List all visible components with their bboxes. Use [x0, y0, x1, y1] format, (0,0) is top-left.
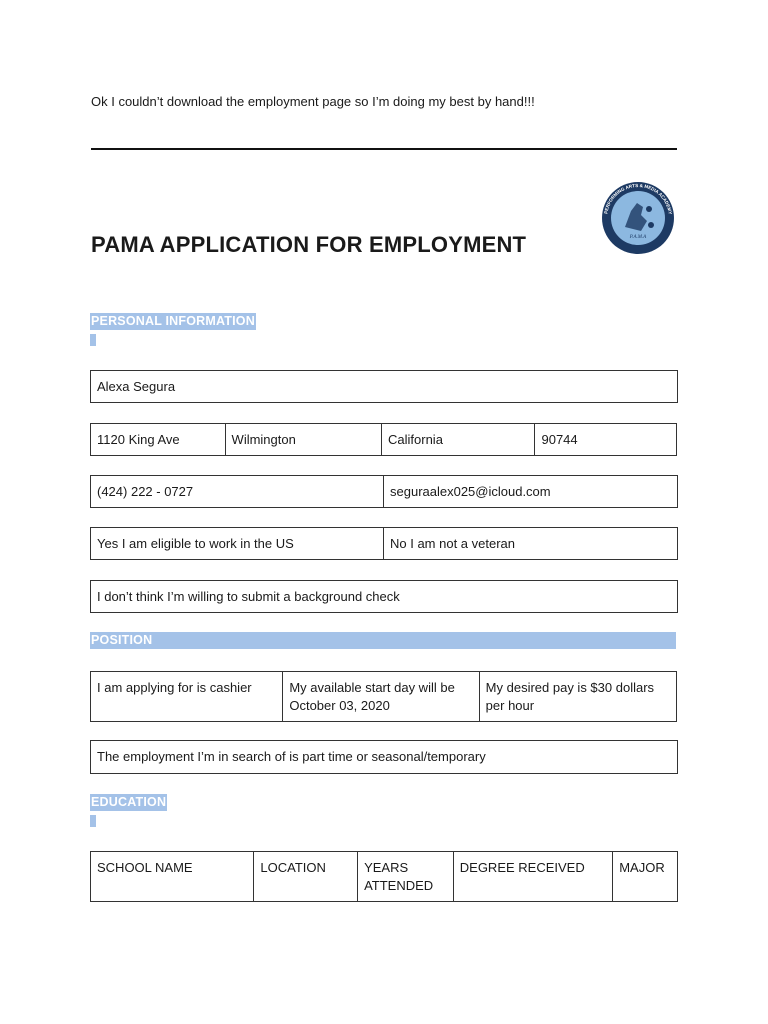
eligibility-row: [90, 527, 678, 560]
email-field[interactable]: seguraalex025@icloud.com: [390, 484, 551, 499]
employment-type-field[interactable]: [90, 740, 678, 774]
section-marker: [90, 815, 96, 827]
header-years-attended: YEARS ATTENDED: [358, 852, 454, 901]
state-field[interactable]: California: [382, 424, 535, 455]
section-personal-information: PERSONAL INFORMATION: [91, 314, 255, 328]
logo-ring-text: PERFORMING ARTS & MEDIA ACADEMY: [603, 182, 673, 215]
work-eligibility-field[interactable]: Yes I am eligible to work in the US: [91, 528, 384, 559]
name-value: Alexa Segura: [97, 379, 176, 394]
pama-logo: [601, 181, 675, 255]
logo-center-text: P.A.M.A: [629, 235, 647, 240]
zip-field[interactable]: 90744: [541, 432, 578, 447]
position-applying-field[interactable]: I am applying for is cashier: [91, 672, 283, 721]
section-position: POSITION: [90, 632, 676, 649]
section-marker: [90, 334, 96, 346]
phone-field[interactable]: (424) 222 - 0727: [91, 476, 384, 507]
header-location: LOCATION: [254, 852, 358, 901]
background-check-field[interactable]: [90, 580, 678, 613]
start-date-field[interactable]: My available start day will be October 03, 2020: [283, 672, 479, 721]
address-row: [90, 423, 677, 456]
name-field[interactable]: [90, 370, 678, 403]
handwritten-note: Ok I couldn’t download the employment page so I’m doing my best by hand!!!: [91, 94, 535, 109]
section-education: EDUCATION: [91, 795, 167, 809]
horizontal-rule: [91, 148, 677, 150]
background-check-value: I don’t think I’m willing to submit a background check: [97, 589, 400, 604]
contact-row: [90, 475, 678, 508]
header-school-name: SCHOOL NAME: [91, 852, 254, 901]
header-degree-received: DEGREE RECEIVED: [454, 852, 613, 901]
desired-pay-field[interactable]: My desired pay is $30 dollars per hour: [485, 680, 655, 713]
position-row: [90, 671, 677, 722]
veteran-status-field[interactable]: No I am not a veteran: [390, 536, 516, 551]
page-title: PAMA APPLICATION FOR EMPLOYMENT: [91, 232, 527, 257]
header-major: MAJOR: [619, 860, 665, 875]
street-field[interactable]: 1120 King Ave: [91, 424, 226, 455]
education-table-header: [90, 851, 678, 902]
employment-type-value: The employment I’m in search of is part time or seasonal/temporary: [97, 749, 486, 764]
city-field[interactable]: Wilmington: [226, 424, 382, 455]
